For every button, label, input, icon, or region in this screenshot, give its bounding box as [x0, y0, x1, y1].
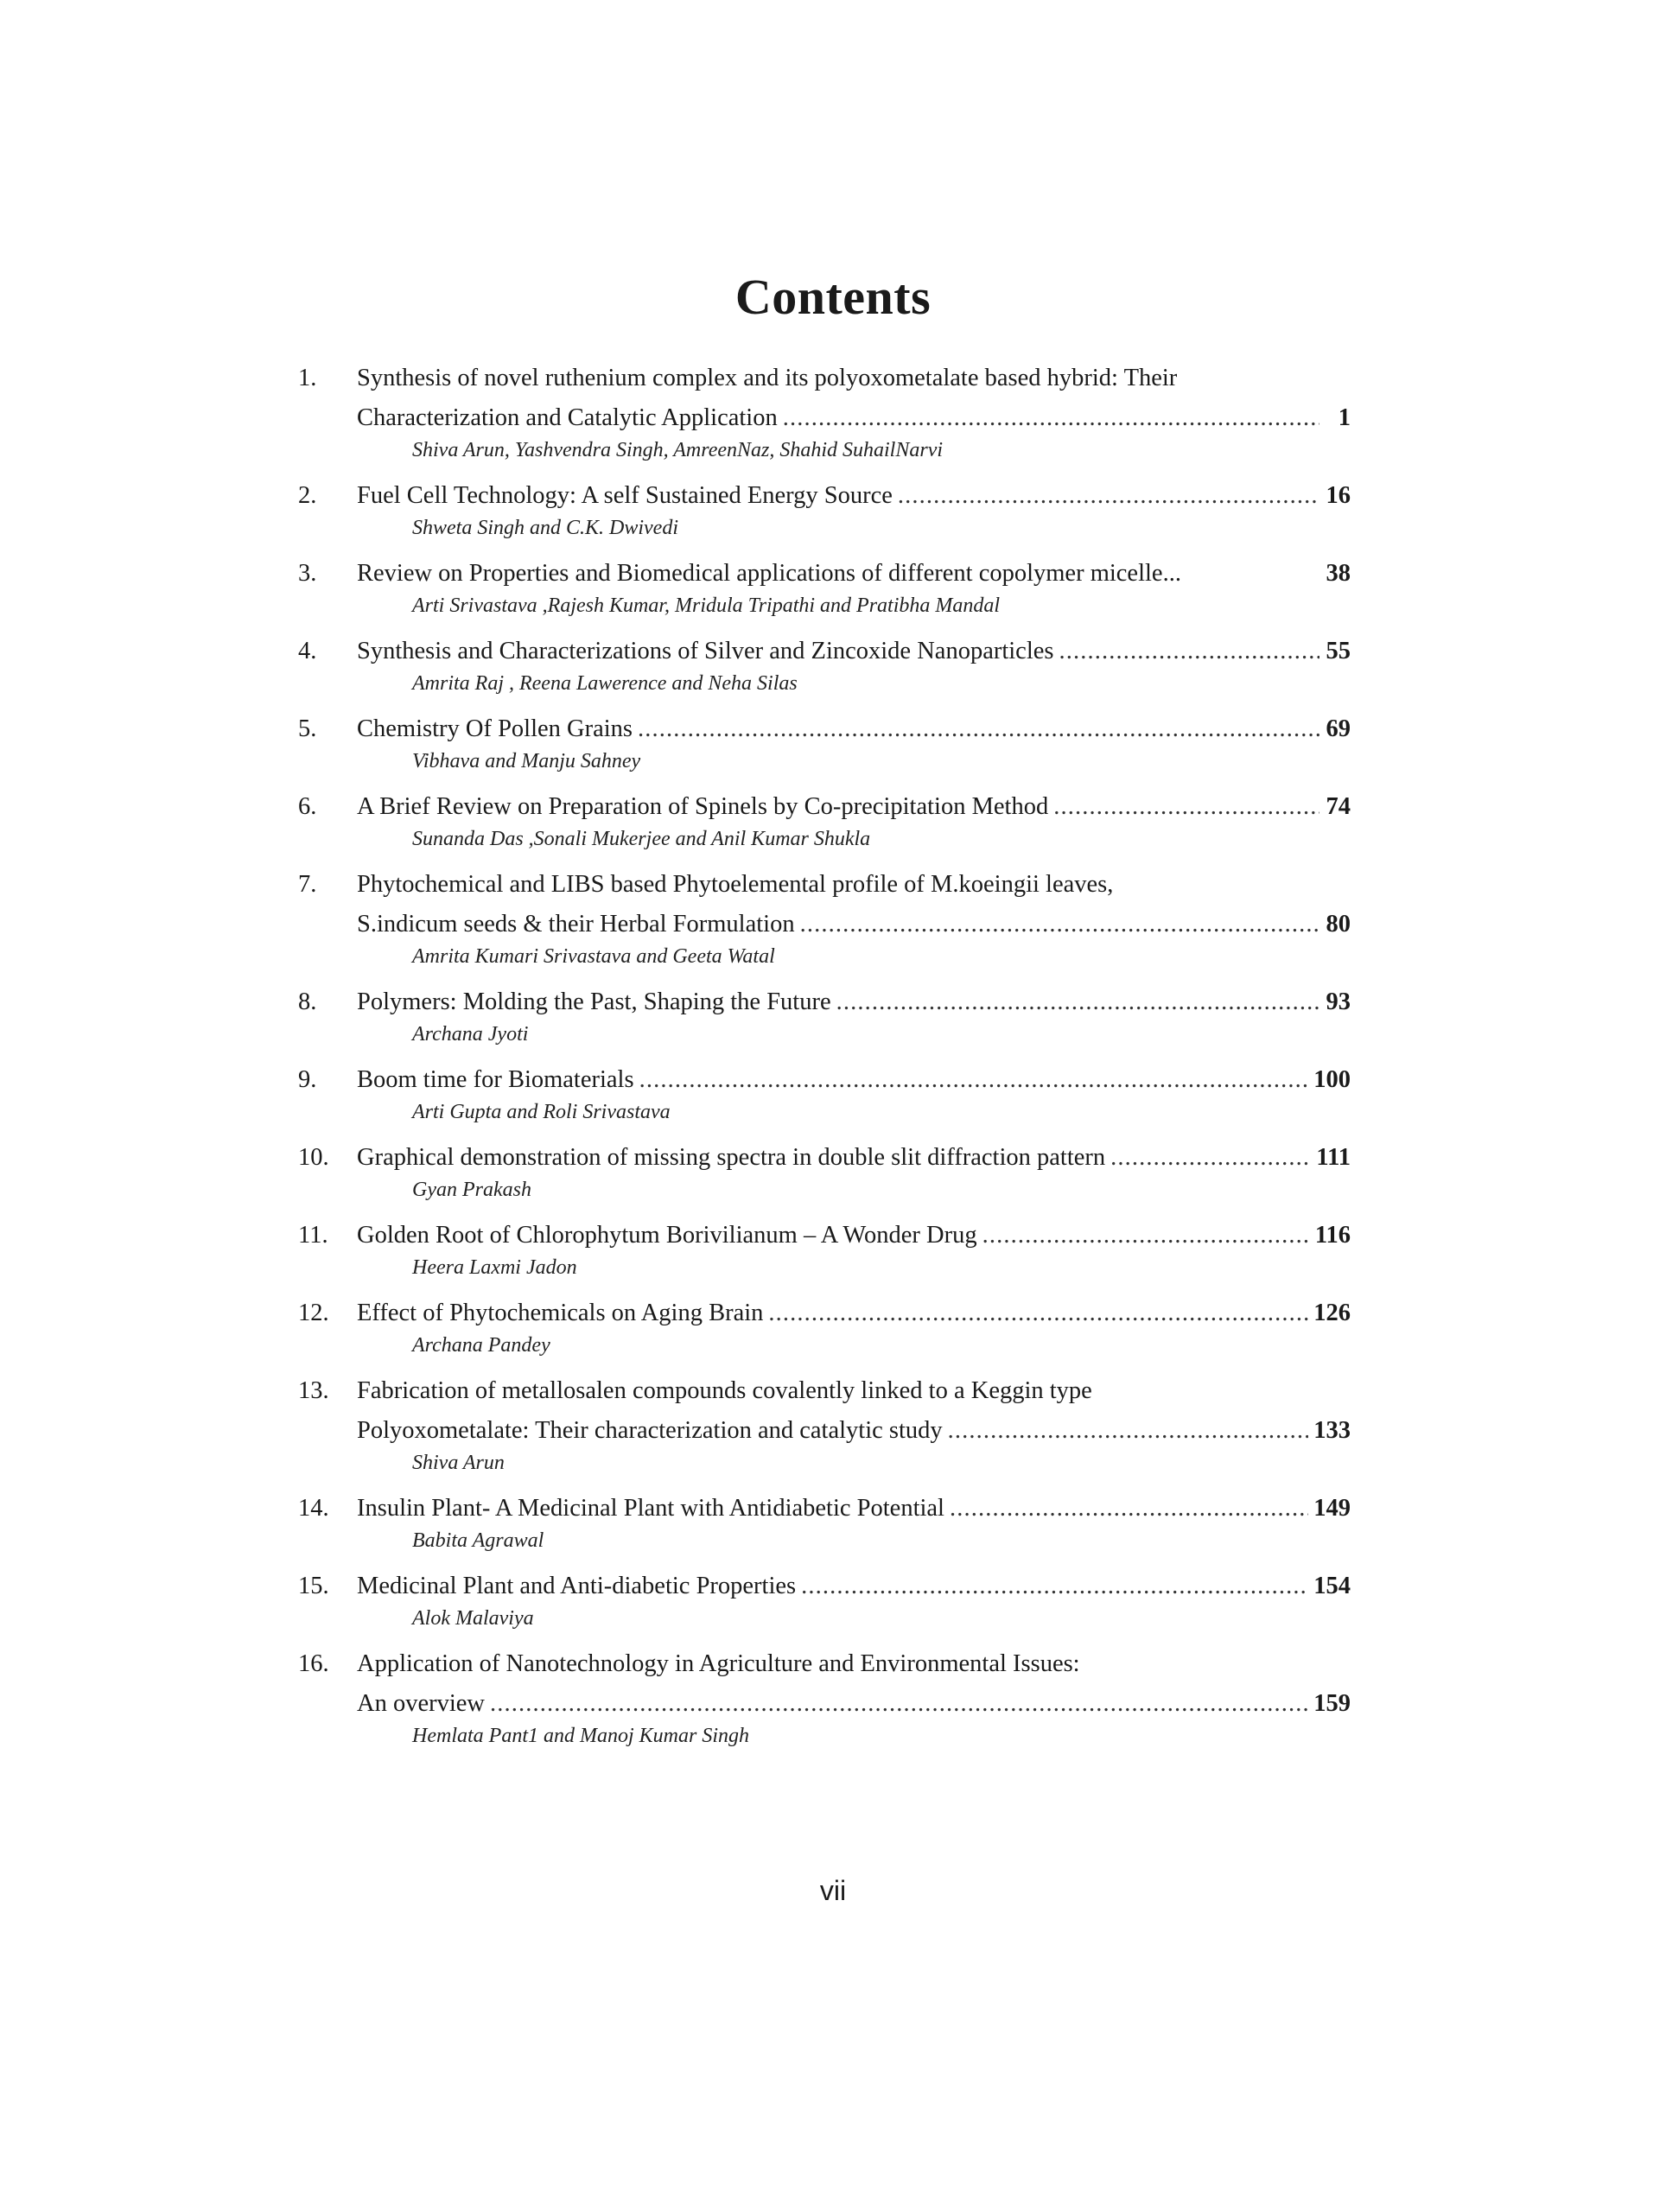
toc-entry-authors: Hemlata Pant1 and Manoj Kumar Singh: [412, 1725, 749, 1747]
toc-entry-authors: Amrita Raj , Reena Lawerence and Neha Silas: [412, 672, 798, 695]
dot-leader: [1110, 1138, 1311, 1178]
toc-entry-number: 14.: [298, 1495, 329, 1522]
toc-entry-title: A Brief Review on Preparation of Spinels by Co-precipitation Method: [357, 793, 1049, 820]
toc-entry-authors: Gyan Prakash: [412, 1179, 531, 1201]
dot-leader: [800, 905, 1319, 944]
toc-entry-title: Graphical demonstration of missing spectra in double slit diffraction pattern: [357, 1144, 1106, 1171]
toc-entry-number: 1.: [298, 365, 317, 391]
toc-page-number: 133: [1313, 1417, 1351, 1444]
dot-leader: [639, 1060, 1309, 1100]
toc-page-number: 126: [1313, 1300, 1351, 1326]
toc-entry-authors: Heera Laxmi Jadon: [412, 1256, 577, 1279]
toc-entry-number: 6.: [298, 793, 317, 820]
toc-page-number: 16: [1326, 482, 1351, 509]
toc-entry-title: Phytochemical and LIBS based Phytoelemental profile of M.koeingii leaves,: [357, 871, 1114, 898]
toc-entry-authors: Archana Pandey: [412, 1334, 550, 1357]
toc-entry-title: Polymers: Molding the Past, Shaping the Future: [357, 988, 831, 1015]
toc-page-number: 93: [1326, 988, 1351, 1015]
toc-entry-number: 5.: [298, 715, 317, 742]
toc-entry-number: 9.: [298, 1066, 317, 1093]
toc-entry-title: Synthesis of novel ruthenium complex and its polyoxometalate based hybrid: Their: [357, 365, 1178, 391]
toc-page-number: 100: [1313, 1066, 1351, 1093]
toc-entry-title: Chemistry Of Pollen Grains: [357, 715, 633, 742]
dot-leader: [836, 982, 1319, 1022]
toc-page-number: 55: [1326, 638, 1351, 664]
dot-leader: [898, 476, 1319, 516]
toc-entry-title: Characterization and Catalytic Application: [357, 404, 778, 431]
toc-page-number: 69: [1326, 715, 1351, 742]
toc-entry-line[interactable]: [298, 359, 1351, 398]
toc-entry-authors: Vibhava and Manju Sahney: [412, 750, 641, 772]
dot-leader: [982, 1216, 1310, 1255]
toc-page-number: 154: [1313, 1573, 1351, 1599]
toc-entry-title: An overview: [357, 1690, 485, 1717]
toc-entry-title: Medicinal Plant and Anti-diabetic Properties: [357, 1573, 797, 1599]
toc-entry-authors: Alok Malaviya: [412, 1607, 534, 1630]
toc-page-number: 38: [1326, 560, 1351, 587]
toc-page-number: 74: [1326, 793, 1351, 820]
toc-entry-title: Application of Nanotechnology in Agriculture and Environmental Issues:: [357, 1650, 1080, 1677]
toc-entry-number: 15.: [298, 1573, 329, 1599]
toc-entry-line[interactable]: [298, 1644, 1351, 1684]
toc-entry-title: Golden Root of Chlorophytum Borivilianum – A Wonder Drug: [357, 1222, 977, 1249]
toc-page-number: 1: [1338, 404, 1351, 431]
toc-entry-authors: Babita Agrawal: [412, 1529, 544, 1552]
dot-leader: [1059, 632, 1319, 671]
toc-entry-line[interactable]: [298, 865, 1351, 905]
toc-page-number: 80: [1326, 911, 1351, 938]
toc-entry-number: 12.: [298, 1300, 329, 1326]
toc-page-number: 116: [1314, 1222, 1351, 1249]
toc-entry-authors: Shiva Arun, Yashvendra Singh, AmreenNaz, Shahid SuhailNarvi: [412, 439, 944, 461]
page-number: vii: [819, 1875, 847, 1906]
toc-entry-authors: Shiva Arun: [412, 1452, 505, 1474]
toc-entry-number: 4.: [298, 638, 317, 664]
dot-leader: [1053, 787, 1319, 827]
toc-entry-title: Polyoxometalate: Their characterization and catalytic study: [357, 1417, 943, 1444]
toc-entry-title: S.indicum seeds & their Herbal Formulation: [357, 911, 795, 938]
toc-entry-title: Boom time for Biomaterials: [357, 1066, 634, 1093]
toc-page-number: 159: [1313, 1690, 1351, 1717]
toc-page-number: 111: [1316, 1144, 1351, 1171]
toc-entry-number: 13.: [298, 1377, 329, 1404]
dot-leader: [950, 1489, 1308, 1529]
dot-leader: [801, 1567, 1308, 1606]
toc-entry-authors: Arti Srivastava ,Rajesh Kumar, Mridula Tripathi and Pratibha Mandal: [412, 594, 1001, 617]
toc-entry-line[interactable]: [298, 1371, 1351, 1411]
toc-entry-number: 10.: [298, 1144, 329, 1171]
toc-entry-number: 2.: [298, 482, 317, 509]
toc-entry-title: Fuel Cell Technology: A self Sustained Energy Source: [357, 482, 893, 509]
toc-entry-title: Synthesis and Characterizations of Silver and Zincoxide Nanoparticles: [357, 638, 1054, 664]
toc-entry-authors: Archana Jyoti: [412, 1023, 529, 1046]
toc-entry-title: Fabrication of metallosalen compounds covalently linked to a Keggin type: [357, 1377, 1092, 1404]
toc-entry-title: Effect of Phytochemicals on Aging Brain: [357, 1300, 764, 1326]
toc-entry-number: 7.: [298, 871, 317, 898]
toc-entry-number: 11.: [298, 1222, 328, 1249]
toc-entry-number: 3.: [298, 560, 317, 587]
toc-entry-number: 8.: [298, 988, 317, 1015]
toc-entry-authors: Arti Gupta and Roli Srivastava: [412, 1101, 671, 1123]
dot-leader: [948, 1411, 1309, 1451]
toc-entry-authors: Amrita Kumari Srivastava and Geeta Watal: [412, 945, 775, 968]
page-title: Contents: [734, 269, 932, 325]
toc-entry-title: Insulin Plant- A Medicinal Plant with Antidiabetic Potential: [357, 1495, 944, 1522]
dot-leader: [638, 709, 1319, 749]
toc-entry-authors: Shweta Singh and C.K. Dwivedi: [412, 517, 678, 539]
toc-page-number: 149: [1313, 1495, 1351, 1522]
toc-entry-authors: Sunanda Das ,Sonali Mukerjee and Anil Kumar Shukla: [412, 828, 871, 850]
toc-entry-number: 16.: [298, 1650, 329, 1677]
dot-leader: [768, 1294, 1308, 1333]
toc-entry-title: Review on Properties and Biomedical applications of different copolymer micelle...: [357, 560, 1181, 587]
